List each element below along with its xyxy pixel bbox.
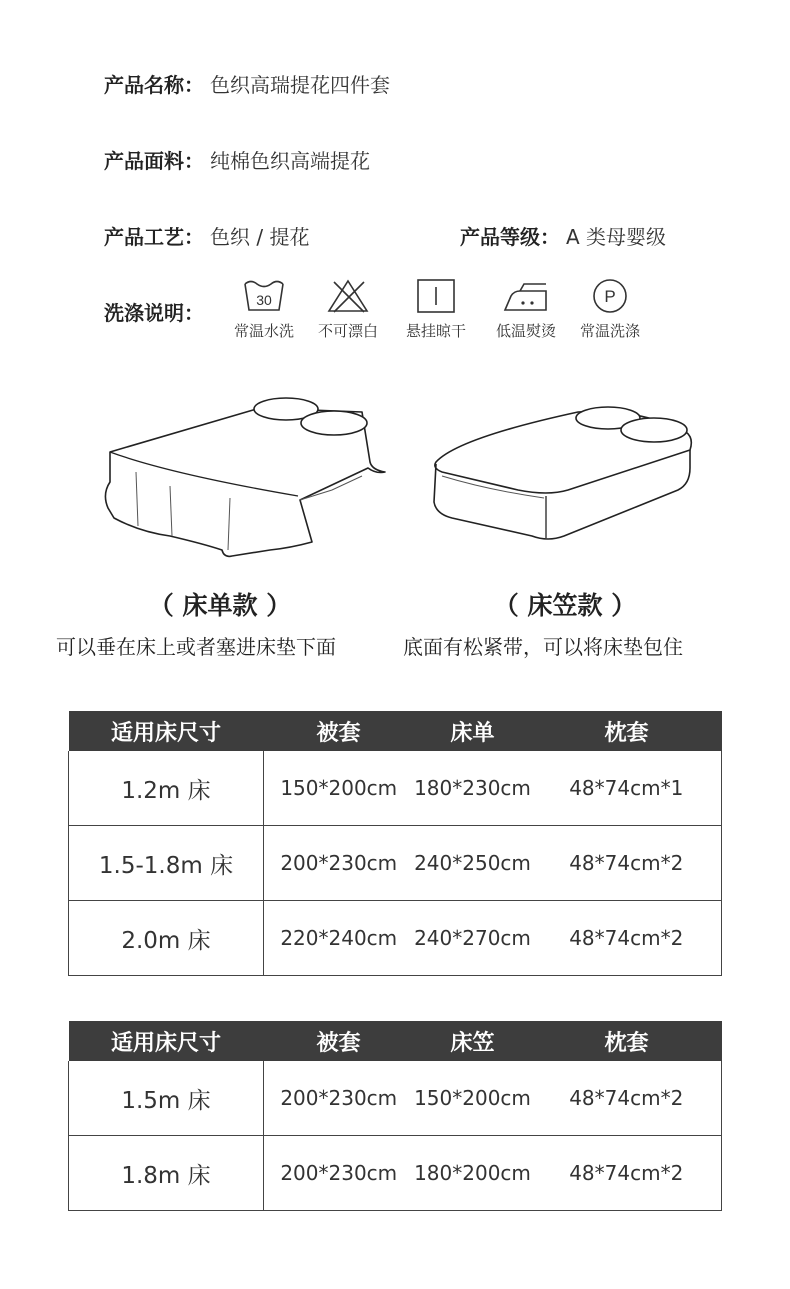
product-grade-label: 产品等级： [460,225,560,249]
flat-sheet-bed-illustration [100,392,390,564]
table-cell: 150*200cm [264,751,414,826]
care-text-wash: 常温水洗 [233,322,294,340]
table-cell: 240*270cm [414,901,532,976]
care-text-low-iron: 低温熨烫 [495,322,556,340]
table-row [69,1061,722,1136]
flat-sheet-desc: 可以垂在床上或者塞进床垫下面 [56,635,336,659]
product-grade-row [460,225,666,249]
care-text-dry-clean: 常温洗涤 [579,322,640,340]
flat-sheet-size-table [68,711,722,976]
table-cell: 180*200cm [414,1136,532,1211]
product-craft-value: 色织 / 提花 [210,225,310,249]
care-label-row [104,301,204,325]
wash-30-icon [242,278,286,314]
table-header-row [69,1021,722,1061]
no-bleach-icon [326,278,370,314]
table-header-cell: 被套 [264,1021,414,1061]
table-header-cell: 床单 [414,711,532,751]
product-craft-row [104,225,309,249]
care-item-hang-dry [394,278,478,341]
table-header-cell: 适用床尺寸 [69,711,264,751]
table-cell: 48*74cm*2 [532,1061,722,1136]
table-cell: 240*250cm [414,826,532,901]
fitted-sheet-size-table [68,1021,722,1211]
flat-sheet-title: （ 床单款 ） [148,591,292,620]
table-row [69,826,722,901]
table-cell-bed-size: 1.2m 床 [69,751,264,826]
table-cell: 150*200cm [414,1061,532,1136]
table-cell-bed-size: 1.5m 床 [69,1061,264,1136]
table-cell: 200*230cm [264,826,414,901]
table-cell: 48*74cm*1 [532,751,722,826]
table-header-cell: 适用床尺寸 [69,1021,264,1061]
low-iron-icon [502,278,550,314]
product-name-label: 产品名称： [104,73,204,97]
care-item-low-iron [484,278,568,341]
hang-dry-icon [414,278,458,314]
care-label: 洗涤说明： [104,301,204,325]
care-text-hang-dry: 悬挂晾干 [405,322,466,340]
fitted-sheet-title: （ 床笠款 ） [493,591,637,620]
table-cell-bed-size: 2.0m 床 [69,901,264,976]
fitted-sheet-desc: 底面有松紧带，可以将床垫包住 [403,635,683,659]
product-fabric-label: 产品面料： [104,149,204,173]
product-name-value: 色织高瑞提花四件套 [210,73,390,97]
table-header-row [69,711,722,751]
table-cell: 48*74cm*2 [532,826,722,901]
product-fabric-row [104,149,370,173]
table-header-cell: 枕套 [532,711,722,751]
product-grade-value: A 类母婴级 [566,225,667,249]
table-cell: 48*74cm*2 [532,901,722,976]
care-item-no-bleach [306,278,390,341]
dry-clean-p-icon [588,278,632,314]
table-cell-bed-size: 1.5-1.8m 床 [69,826,264,901]
care-item-dry-clean [568,278,652,341]
fitted-sheet-bed-illustration [428,398,698,548]
care-item-wash [222,278,306,341]
table-cell-bed-size: 1.8m 床 [69,1136,264,1211]
wash-30-symbol: 30 [256,292,272,308]
table-cell: 48*74cm*2 [532,1136,722,1211]
table-header-cell: 被套 [264,711,414,751]
table-header-cell: 枕套 [532,1021,722,1061]
care-text-no-bleach: 不可漂白 [317,322,378,340]
product-craft-label: 产品工艺： [104,225,204,249]
table-cell: 180*230cm [414,751,532,826]
table-header-cell: 床笠 [414,1021,532,1061]
table-cell: 200*230cm [264,1061,414,1136]
table-row [69,751,722,826]
table-cell: 220*240cm [264,901,414,976]
dry-clean-p-symbol: P [604,287,616,306]
table-row [69,901,722,976]
product-name-row [104,73,390,97]
table-row [69,1136,722,1211]
care-icons [222,278,662,346]
product-fabric-value: 纯棉色织高端提花 [210,149,370,173]
table-cell: 200*230cm [264,1136,414,1211]
